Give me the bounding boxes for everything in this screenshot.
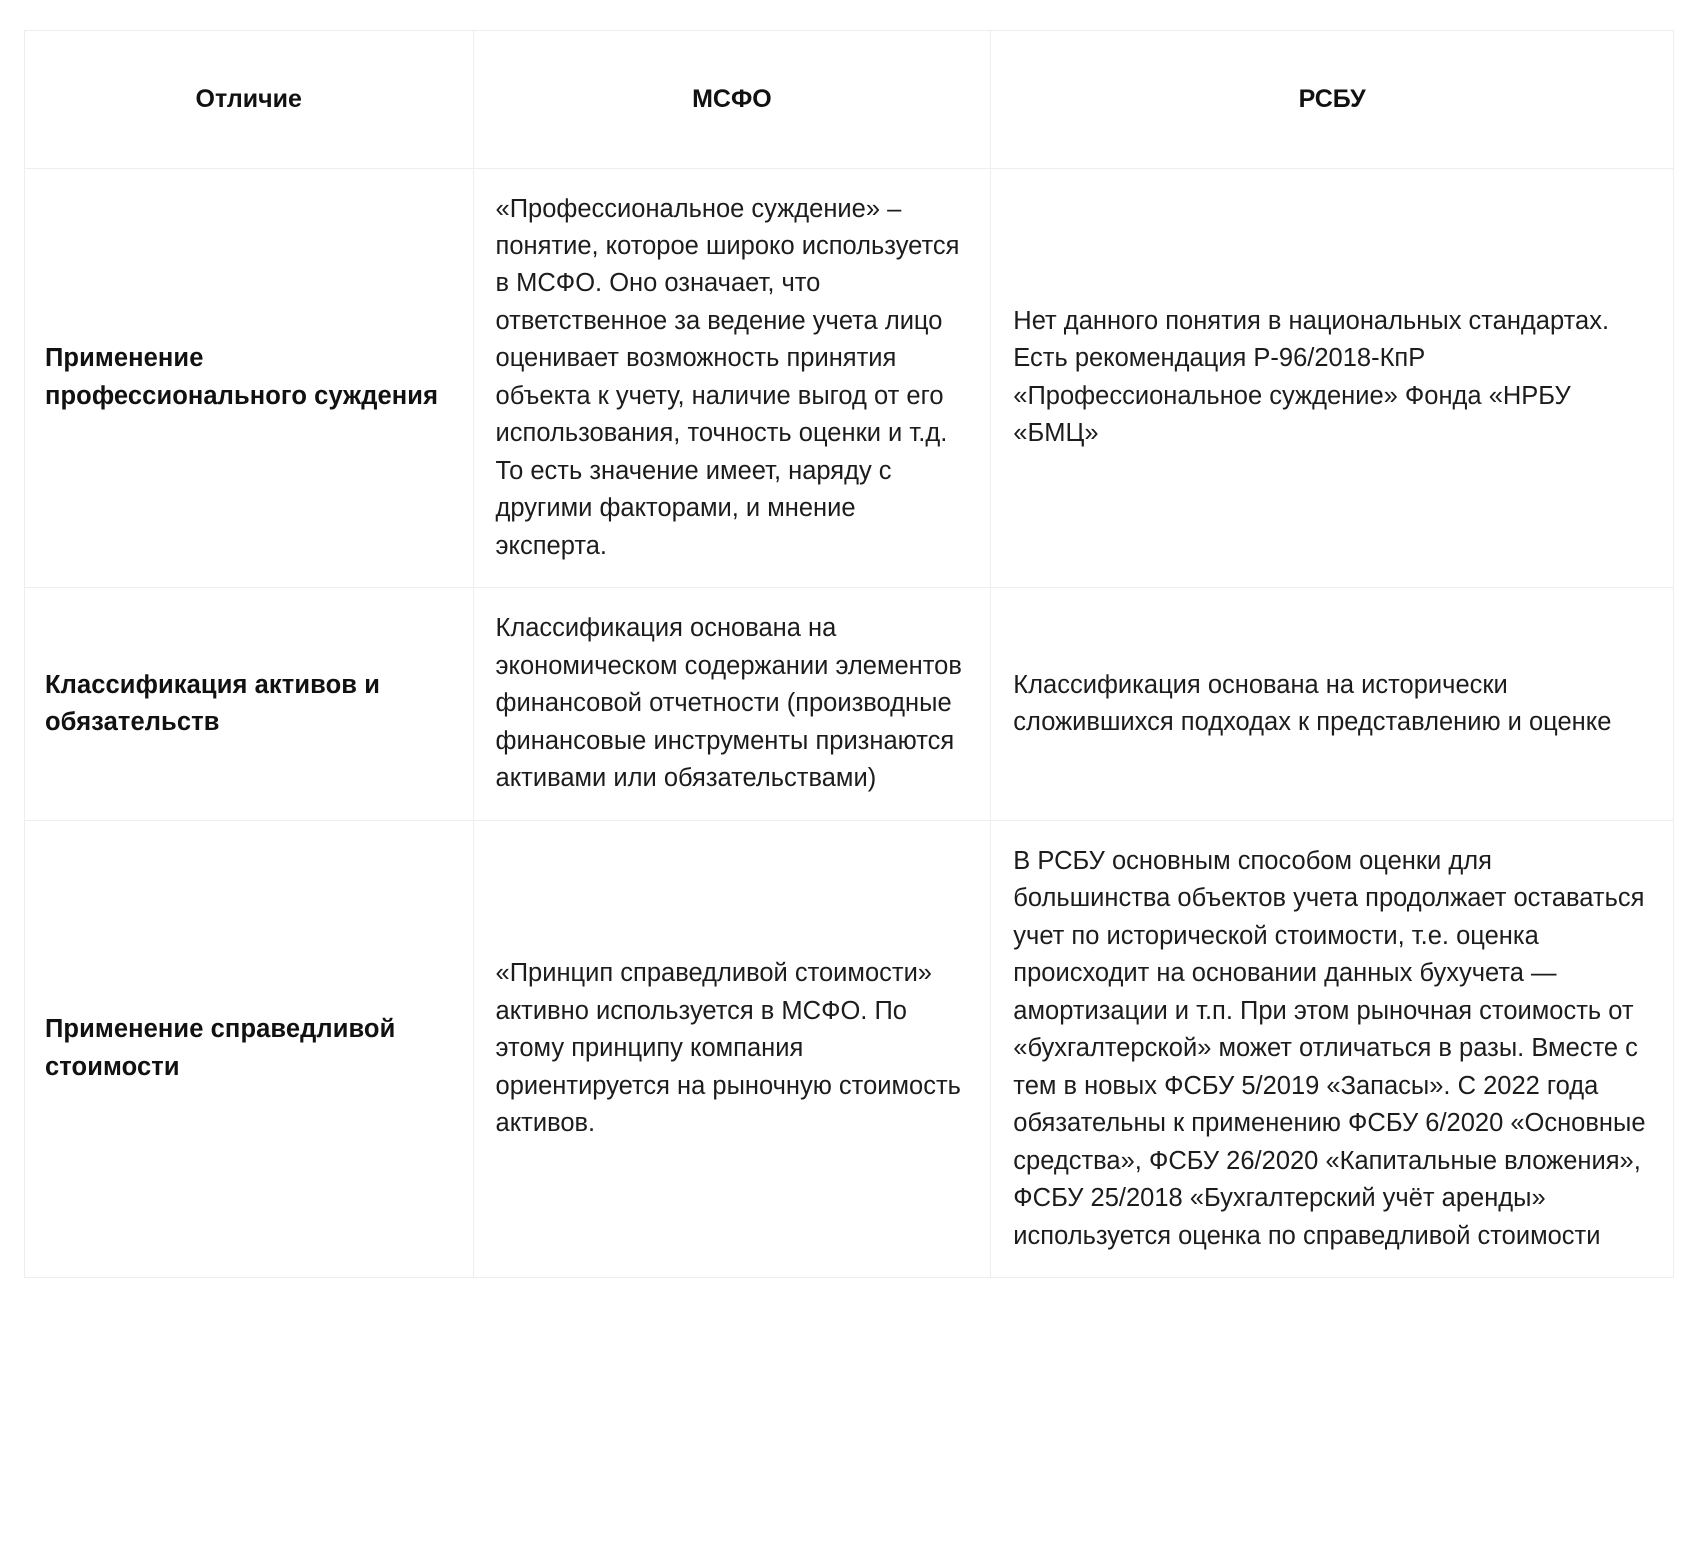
cell-rsbu (991, 820, 1674, 1277)
cell-rsbu (991, 168, 1674, 588)
table-row (25, 820, 1674, 1277)
rsbu-description: Классификация основана на исторически сложившихся подходах к представлению и оценке (1013, 670, 1612, 737)
cell-difference (25, 588, 474, 820)
ifrs-description: «Профессиональное суждение» – понятие, которое широко используется в МСФО. Оно означает, что ответственное за ведение учета лицо оценивает возможность принятия объекта к учету, наличие выгод от его использования, точность оценки и т.д. То есть значение имеет, наряду с другими факторами, и мнение эксперта. (495, 194, 960, 560)
column-header-difference: Отличие (25, 31, 474, 169)
difference-label: Применение профессионального суждения (45, 344, 439, 410)
ifrs-rsbu-comparison-table (24, 30, 1674, 1278)
table-row (25, 168, 1674, 588)
cell-rsbu (991, 588, 1674, 820)
table-body (25, 168, 1674, 1278)
table-row (25, 588, 1674, 820)
column-header-rsbu: РСБУ (991, 31, 1674, 169)
ifrs-description: Классификация основана на экономическом содержании элементов финансовой отчетности (производные финансовые инструменты признаются активами или обязательствами) (495, 614, 962, 793)
difference-label: Классификация активов и обязательств (45, 670, 380, 737)
cell-ifrs (473, 168, 991, 588)
rsbu-description: В РСБУ основным способом оценки для большинства объектов учета продолжает оставаться учет по исторической стоимости, т.е. оценка происходит на основании данных бухучета — амортизации и т.п. При этом рыночная стоимость от «бухгалтерской» может отличаться в разы. Вместе с тем в новых ФСБУ 5/2019 «Запасы». С 2022 года обязательны к применению ФСБУ 6/2020 «Основные средства», ФСБУ 26/2020 «Капитальные вложения», ФСБУ 25/2018 «Бухгалтерский учёт аренды» используется оценка по справедливой стоимости (1013, 846, 1646, 1250)
table-header (25, 31, 1674, 169)
ifrs-description: «Принцип справедливой стоимости» активно используется в МСФО. По этому принципу компания ориентируется на рыночную стоимость активов. (495, 959, 961, 1138)
cell-difference (25, 168, 474, 588)
rsbu-description: Нет данного понятия в национальных стандартах. Есть рекомендация Р-96/2018-КпР «Профессиональное суждение» Фонда «НРБУ «БМЦ» (1013, 306, 1610, 448)
column-header-ifrs: МСФО (473, 31, 991, 169)
cell-ifrs (473, 588, 991, 820)
cell-difference (25, 820, 474, 1277)
cell-ifrs (473, 820, 991, 1277)
difference-label: Применение справедливой стоимости (45, 1015, 396, 1081)
table-header-row (25, 31, 1674, 169)
